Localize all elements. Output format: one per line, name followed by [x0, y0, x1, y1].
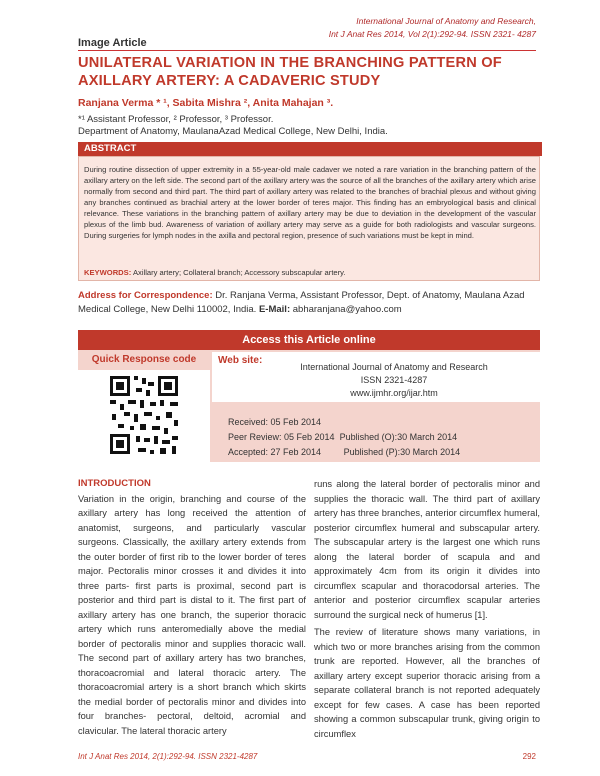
affiliations: [78, 114, 388, 138]
article-type: Image Article: [78, 37, 147, 49]
qr-label: Quick Response code: [91, 354, 197, 365]
affiliation-department: Department of Anatomy, MaulanaAzad Medical College, New Delhi, India.: [78, 126, 388, 137]
website-label: Web site:: [218, 355, 263, 366]
date-published-online: Published (O):30 March 2014: [339, 432, 458, 442]
date-received: Received: 05 Feb 2014: [228, 417, 322, 427]
title-line-1: UNILATERAL VARIATION IN THE BRANCHING PATTERN OF: [78, 55, 502, 71]
website-url[interactable]: www.ijmhr.org/ijar.htm: [350, 388, 438, 398]
abstract-text: During routine dissection of upper extremity in a 55-year-old male cadaver we noted a rare variation in the branching pattern of the axillary artery on the left side. The second part of the axillary artery was the source of all the branches of the axillary artery which arise normally from second and third part. The third part of axillary artery was related to the branches of brachial plexus and without giving any branches continued as brachial artery at the lower border of teres major. This finding has an embryological basis and clinical relevance. These variations in the branching pattern of axillary artery may be due to deviation in the development of the vascular plexus of the limb bud. Awareness of variation of axillary artery may serve as a guide for both radiologists and vascular surgeons. During surgeries for lymph nodes in the axilla and pectoral region, presence of such variations must be kept in mind.: [84, 165, 536, 240]
website-journal: International Journal of Anatomy and Research: [300, 362, 488, 372]
email-link[interactable]: abharanjana@yahoo.com: [292, 304, 402, 315]
body-paragraph: runs along the lateral border of pectoralis minor and supplies the thoracic wall. The third part of axillary artery has three branches, anterior circumflex humeral, posterior circumflex humeral and subscapular artery. The subscapular artery is the largest one which runs along the lateral border of scapula and and approximately 4cm from its origin it divides into circumflex scapular and thoracodorsal arteries. The anterior and posterior circumflex scapular arteries surround the surgical neck of humerus [1].: [314, 479, 540, 620]
email-label: E-Mail:: [258, 304, 291, 315]
abstract-heading: ABSTRACT: [78, 142, 542, 156]
page-number: 292: [522, 752, 536, 761]
keywords-label: KEYWORDS:: [84, 268, 132, 277]
journal-citation: Int J Anat Res 2014, Vol 2(1):292-94. ISSN 2321- 4287: [328, 29, 536, 39]
correspondence-label: Address for Correspondence:: [78, 290, 213, 301]
date-row-peer: [228, 430, 460, 445]
header-divider: [78, 50, 536, 51]
body-paragraph: The review of literature shows many variations, in which two or more branches arising from the common trunk are reported. However, all the branches of axillary artery except superior thoracic arising from a separate collateral branch is not reported adequately except for few cases. A case has been reported showing a common subscapular trunk, giving origin to circumflex: [314, 627, 540, 739]
website-info: [268, 361, 520, 400]
correspondence: [78, 289, 540, 317]
article-title: [78, 54, 538, 90]
website-issn: ISSN 2321-4287: [360, 375, 428, 385]
title-line-2: AXILLARY ARTERY: A CADAVERIC STUDY: [78, 73, 381, 89]
date-row-accepted: [228, 445, 460, 460]
keywords: [84, 268, 346, 277]
authors: Ranjana Verma * ¹, Sabita Mishra ², Anita Mahajan ³.: [78, 97, 334, 109]
keywords-list: Axillary artery; Collateral branch; Accessory subscapular artery.: [132, 268, 346, 277]
journal-name: International Journal of Anatomy and Research,: [356, 16, 536, 26]
qr-code-icon[interactable]: [78, 370, 210, 462]
footer-citation: Int J Anat Res 2014, 2(1):292-94. ISSN 2321-4287: [78, 752, 258, 761]
date-accepted: Accepted: 27 Feb 2014: [228, 447, 322, 457]
correspondence-text: Dr. Ranjana Verma, Assistant Professor, Dept. of Anatomy, Maulana Azad Medical College, New Delhi 110002, India.: [78, 290, 525, 315]
body-paragraph: Variation in the origin, branching and course of the axillary artery has long received the attention of anatomist, surgeons, and particularly vascular surgeons. Classically, the axillary artery extends from the outer border of first rib to the lower border of teres major. Pectoralis minor crosses it and divides it into three parts- first parts is proximal, second part is posterior and third part is distal to it. The first part of axillary artery has one branch, the superior thoracic artery which runs anteromedially above the medial border of pectoralis minor and supplies thoracic wall. The second part of axillary artery has two branches, thoracoacromial and lateral thoracic artery. The thoracoacromial artery is a short branch which skirts the medial border of pectoralis minor and divides into four branches- pectoral, deltoid, acromial and clavicular. The lateral thoracic artery: [78, 493, 306, 736]
date-published-print: Published (P):30 March 2014: [343, 447, 461, 457]
date-peer-review: Peer Review: 05 Feb 2014: [228, 432, 335, 442]
dates: [228, 415, 460, 460]
journal-header: [329, 15, 536, 41]
body-column-left: [78, 477, 306, 741]
affiliation-roles: *¹ Assistant Professor, ² Professor, ³ Professor.: [78, 114, 274, 125]
qr-code-area: [78, 370, 210, 462]
access-bar: Access this Article online: [78, 330, 540, 350]
introduction-heading: INTRODUCTION: [78, 478, 151, 489]
body-column-right: [314, 477, 540, 744]
